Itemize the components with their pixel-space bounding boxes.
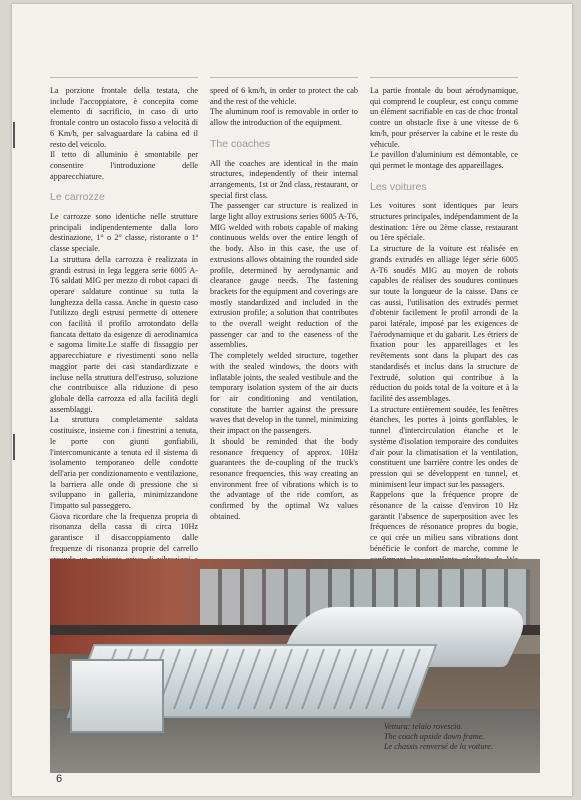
paragraph: The passenger car structure is realized in large light alloy extrusions series 6005 A-T6, MIG welded with robots capable of making continuous welds over the entire length of the body. Also in this case, the use of extrusions allows obtaining the rounded side profile, determined by aerodynamic and clearance gauge needs. The fastening brackets for the equipment and coverings are mostly standardized and included in the extrusion profile; a solution that contributes to the overall weight reduction of the passenger car and to the easeness of the assemblies. (210, 201, 358, 350)
paragraph: Le carrozze sono identiche nelle strutture principali indipendentemente dalla loro destinazione, 1° o 2° classe, ristorante o 1ª classe speciale. (50, 212, 198, 254)
section-heading: Les voitures (370, 180, 427, 193)
french-column (370, 86, 518, 576)
caption-italian: Vettura: telaio rovescio. (384, 722, 463, 731)
paragraph: Le pavillon d'aluminium est démontable, ce qui permet le montage des appareillages. (370, 150, 518, 170)
paragraph: The completely welded structure, together with the sealed windows, the doors with inflatable joints, the sealed vestibule and the temporary isolation system of the air ducts for air conditioning and ventilation, constitute the barrier against the pressure waves that develop in the tunnel, minimizing their impact on the passengers. (210, 351, 358, 436)
paragraph: Rappelons que la fréquence propre de résonance de la caisse d'environ 10 Hz garantit l'absence de superposition avec les fréquences de résonance propres du bogie, ce qui crée un milieu sans vibrations dont bénéficie le confort de marche, comme le (370, 490, 518, 553)
english-column (210, 86, 358, 522)
paragraph: Les voitures sont identiques par leurs structures principales, indépendamment de la destination: 1ère ou 2ème classe, restaurant ou 1ère spéciale. (370, 201, 519, 243)
photo-caption (384, 722, 534, 752)
column-rule (210, 77, 358, 78)
column-rule (370, 77, 518, 78)
caption-english: The coach upside down frame. (384, 732, 485, 741)
caption-french: Le chassis renversé de la voiture. (384, 742, 493, 751)
page-number: 6 (56, 773, 63, 785)
document-page (12, 4, 572, 796)
margin-mark (13, 122, 15, 148)
column-rule (50, 77, 198, 78)
paragraph: La partie frontale du bout aérodynamique, qui comprend le coupleur, est conçu comme un élément sacrifiable en cas de choc frontal contre un obstacle fixe à une vitesse de 6 km/h, pour préserver la cabine et le reste du véhicule. (370, 86, 518, 149)
paragraph: La structure entièrement soudée, les fenêtres étanches, les portes à joints gonflables, le tunnel d'intercirculation étanche et le système d'isolation temporaire des conduites d'air pour la climatisation et la ventilation, constituent une barrière contre les ondes de pression qui se développent en tunnel, et minimisent leur impact sur les passagers. (370, 404, 518, 489)
margin-mark (13, 434, 15, 460)
paragraph: All the coaches are identical in the main structures, independently of their internal arrangements, 1st or 2nd class, restaurant, or special first class. (210, 158, 358, 200)
paragraph: It should be reminded that the body resonance frequency of approx. 10Hz guarantees the de-coupling of the truck's resonance frequencies, this way creating an environment free of vibrations which is to the advantage of the ride comfort, as confirmed by the optimal Wz values obtained. (210, 436, 358, 521)
paragraph: Il tetto di alluminio è smontabile per consentire l'introduzione delle apparecchiature. (50, 150, 198, 181)
paragraph: speed of 6 km/h, in order to protect the cab and the rest of the vehicle. (210, 86, 358, 106)
paragraph: La struttura della carrozza è realizzata in grandi estrusi in lega leggera serie 6005 A-T6 saldati MIG per mezzo di robot capaci di operare saldature continue su tutta la lunghezza della cassa. Anche in questo caso l'utilizzo degli estrusi permette di ottenere con facilità il profilo arrotondato della fiancata dettato da esigenze di aerodinamica e sagoma limite.Le staffe di fissaggio per apparecchiature e rivestimenti sono nella maggior parte dei casi standardizzate e incluse nella struttura dell'estruso, soluzione che contribuisce alla riduzione di peso globale della carrozza ed alla facilità degli assemblaggi. (50, 254, 198, 414)
section-heading: Le carrozze (50, 191, 105, 204)
paragraph: La porzione frontale della testata, che include l'accoppiatore, è concepita come elemento di sacrificio, in caso di urto frontale contro un ostacolo fisso a velocità di 6 Km/h, per salvaguardare la cabina ed il resto del veicolo. (50, 86, 198, 149)
paragraph: La struttura completamente saldata costituisce, insieme con i finestrini a tenuta, le porte con giunti gonfiabili, l'intercomunicante a tenuta ed il sistema di isolamento temporaneo delle condotte dell'aria per condizionamento e ventilazione, la barriera alle onde di pressione che si sviluppano in galleria, minimizzandone l'impatto sul passeggero. (50, 415, 198, 511)
paragraph: La structure de la voiture est réalisée en grands extrudés en alliage léger série 6005 A-T6 soudés MIG au moyen de robots capables de réaliser des soudures continues sur toute la longueur de la caisse. Dans ce cas aussi, l'utilisation des extrudés permet d'obtenir facilement le profil arrondi de la paroi latérale, imposé par les exigences de l'aérodynamique et du gabarit. Les étriers de fixation pour les appareillages et les revêtements sont dans la plupart des cas standardisés et inclus dans la structure de l'extrudé, solution qui contribue à la réduction du poids total de la voiture et à la facilité des assemblages. (370, 244, 518, 403)
section-heading: The coaches (210, 137, 271, 150)
paragraph: Giova ricordare che la frequenza propria di risonanza della cassa di circa 10Hz garantisce il disaccoppiamento dalle frequenze di risonanza proprie del carrello (50, 511, 198, 553)
photo-end-frame (70, 659, 164, 733)
paragraph: The aluminum roof is removable in order to allow the introduction of the equipment. (210, 107, 358, 128)
italian-column (50, 86, 198, 597)
